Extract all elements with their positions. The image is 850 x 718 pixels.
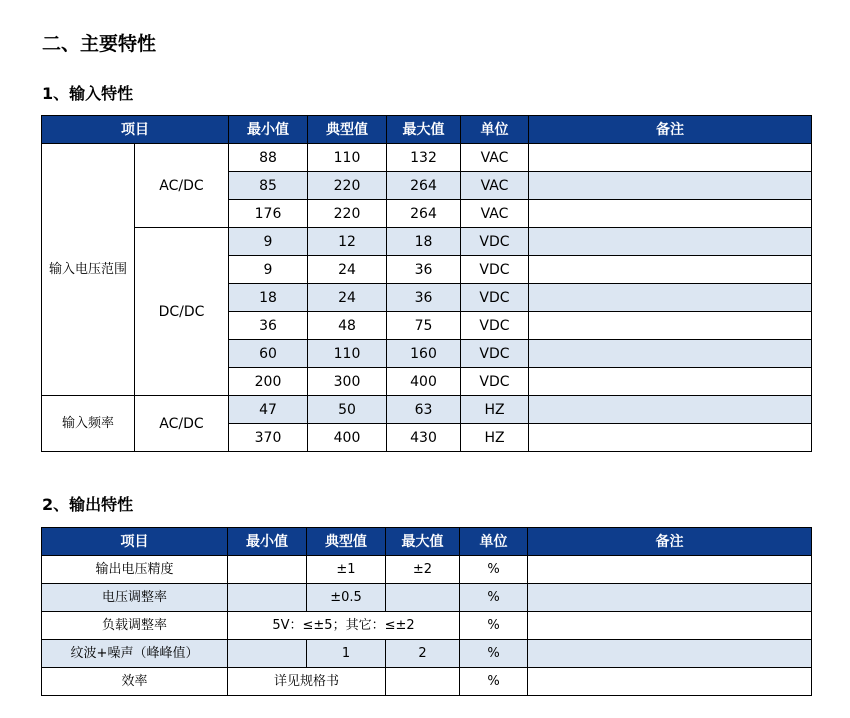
item-name-cell: 纹波+噪声（峰峰值） (42, 640, 228, 668)
remark-cell (528, 640, 812, 668)
remark-cell (529, 256, 812, 284)
item-name-cell: 输出电压精度 (42, 556, 228, 584)
header-typ: 典型值 (307, 528, 386, 556)
unit-cell: HZ (461, 424, 529, 452)
remark-cell (528, 612, 812, 640)
max-cell: 132 (387, 144, 461, 172)
typ-cell: 24 (308, 256, 387, 284)
spanned-value-cell: 5V：≤±5；其它：≤±2 (228, 612, 460, 640)
max-cell: 2 (386, 640, 460, 668)
unit-cell: % (460, 556, 528, 584)
remark-cell (528, 668, 812, 696)
remark-cell (528, 584, 812, 612)
subgroup-label-cell: DC/DC (135, 228, 229, 396)
table-row (42, 144, 812, 172)
max-cell: 36 (387, 284, 461, 312)
table-header-row (42, 116, 812, 144)
remark-cell (529, 228, 812, 256)
min-cell (228, 640, 307, 668)
max-cell: ±2 (386, 556, 460, 584)
min-cell: 9 (229, 256, 308, 284)
subgroup-label-cell: AC/DC (135, 396, 229, 452)
unit-cell: % (460, 612, 528, 640)
remark-cell (529, 368, 812, 396)
max-cell: 63 (387, 396, 461, 424)
table-row (42, 396, 812, 424)
remark-cell (529, 396, 812, 424)
typ-cell: ±0.5 (307, 584, 386, 612)
max-cell: 36 (387, 256, 461, 284)
header-item: 项目 (42, 528, 228, 556)
spanned-value-cell: 详见规格书 (228, 668, 386, 696)
min-cell: 85 (229, 172, 308, 200)
table-row (42, 584, 812, 612)
unit-cell: HZ (461, 396, 529, 424)
unit-cell: VDC (461, 256, 529, 284)
typ-cell: 1 (307, 640, 386, 668)
header-max: 最大值 (386, 528, 460, 556)
output-characteristics-table (41, 527, 812, 696)
max-cell: 430 (387, 424, 461, 452)
section-title-input: 1、输入特性 (42, 84, 134, 103)
unit-cell: VAC (461, 172, 529, 200)
min-cell: 60 (229, 340, 308, 368)
header-min: 最小值 (228, 528, 307, 556)
unit-cell: VDC (461, 312, 529, 340)
remark-cell (529, 284, 812, 312)
min-cell: 47 (229, 396, 308, 424)
min-cell (228, 584, 307, 612)
remark-cell (529, 144, 812, 172)
typ-cell: 50 (308, 396, 387, 424)
table-row (42, 228, 812, 256)
min-cell: 36 (229, 312, 308, 340)
table-row (42, 668, 812, 696)
typ-cell: 220 (308, 172, 387, 200)
typ-cell: 48 (308, 312, 387, 340)
max-cell (386, 668, 460, 696)
remark-cell (529, 312, 812, 340)
unit-cell: VAC (461, 144, 529, 172)
max-cell: 18 (387, 228, 461, 256)
max-cell: 264 (387, 200, 461, 228)
table-row (42, 640, 812, 668)
header-remark: 备注 (528, 528, 812, 556)
max-cell: 264 (387, 172, 461, 200)
table-row (42, 612, 812, 640)
group-name-cell: 输入频率 (42, 396, 135, 452)
unit-cell: % (460, 584, 528, 612)
unit-cell: VDC (461, 228, 529, 256)
header-min: 最小值 (229, 116, 308, 144)
header-remark: 备注 (529, 116, 812, 144)
header-max: 最大值 (387, 116, 461, 144)
input-characteristics-table (41, 115, 812, 452)
table-row (42, 556, 812, 584)
remark-cell (528, 556, 812, 584)
remark-cell (529, 340, 812, 368)
min-cell: 18 (229, 284, 308, 312)
remark-cell (529, 424, 812, 452)
table-header-row (42, 528, 812, 556)
max-cell: 400 (387, 368, 461, 396)
unit-cell: VAC (461, 200, 529, 228)
max-cell: 75 (387, 312, 461, 340)
typ-cell: 220 (308, 200, 387, 228)
header-item: 项目 (42, 116, 229, 144)
unit-cell: VDC (461, 284, 529, 312)
header-unit: 单位 (461, 116, 529, 144)
typ-cell: 24 (308, 284, 387, 312)
typ-cell: 400 (308, 424, 387, 452)
min-cell (228, 556, 307, 584)
unit-cell: % (460, 668, 528, 696)
unit-cell: % (460, 640, 528, 668)
unit-cell: VDC (461, 340, 529, 368)
min-cell: 9 (229, 228, 308, 256)
max-cell (386, 584, 460, 612)
subgroup-label-cell: AC/DC (135, 144, 229, 228)
min-cell: 200 (229, 368, 308, 396)
remark-cell (529, 200, 812, 228)
header-unit: 单位 (460, 528, 528, 556)
max-cell: 160 (387, 340, 461, 368)
section-title-output: 2、输出特性 (42, 495, 134, 514)
remark-cell (529, 172, 812, 200)
typ-cell: 12 (308, 228, 387, 256)
group-name-cell: 输入电压范围 (42, 144, 135, 396)
item-name-cell: 电压调整率 (42, 584, 228, 612)
item-name-cell: 负载调整率 (42, 612, 228, 640)
min-cell: 176 (229, 200, 308, 228)
typ-cell: 300 (308, 368, 387, 396)
unit-cell: VDC (461, 368, 529, 396)
header-typ: 典型值 (308, 116, 387, 144)
page-heading: 二、主要特性 (42, 33, 157, 55)
min-cell: 88 (229, 144, 308, 172)
min-cell: 370 (229, 424, 308, 452)
typ-cell: 110 (308, 144, 387, 172)
typ-cell: ±1 (307, 556, 386, 584)
typ-cell: 110 (308, 340, 387, 368)
item-name-cell: 效率 (42, 668, 228, 696)
